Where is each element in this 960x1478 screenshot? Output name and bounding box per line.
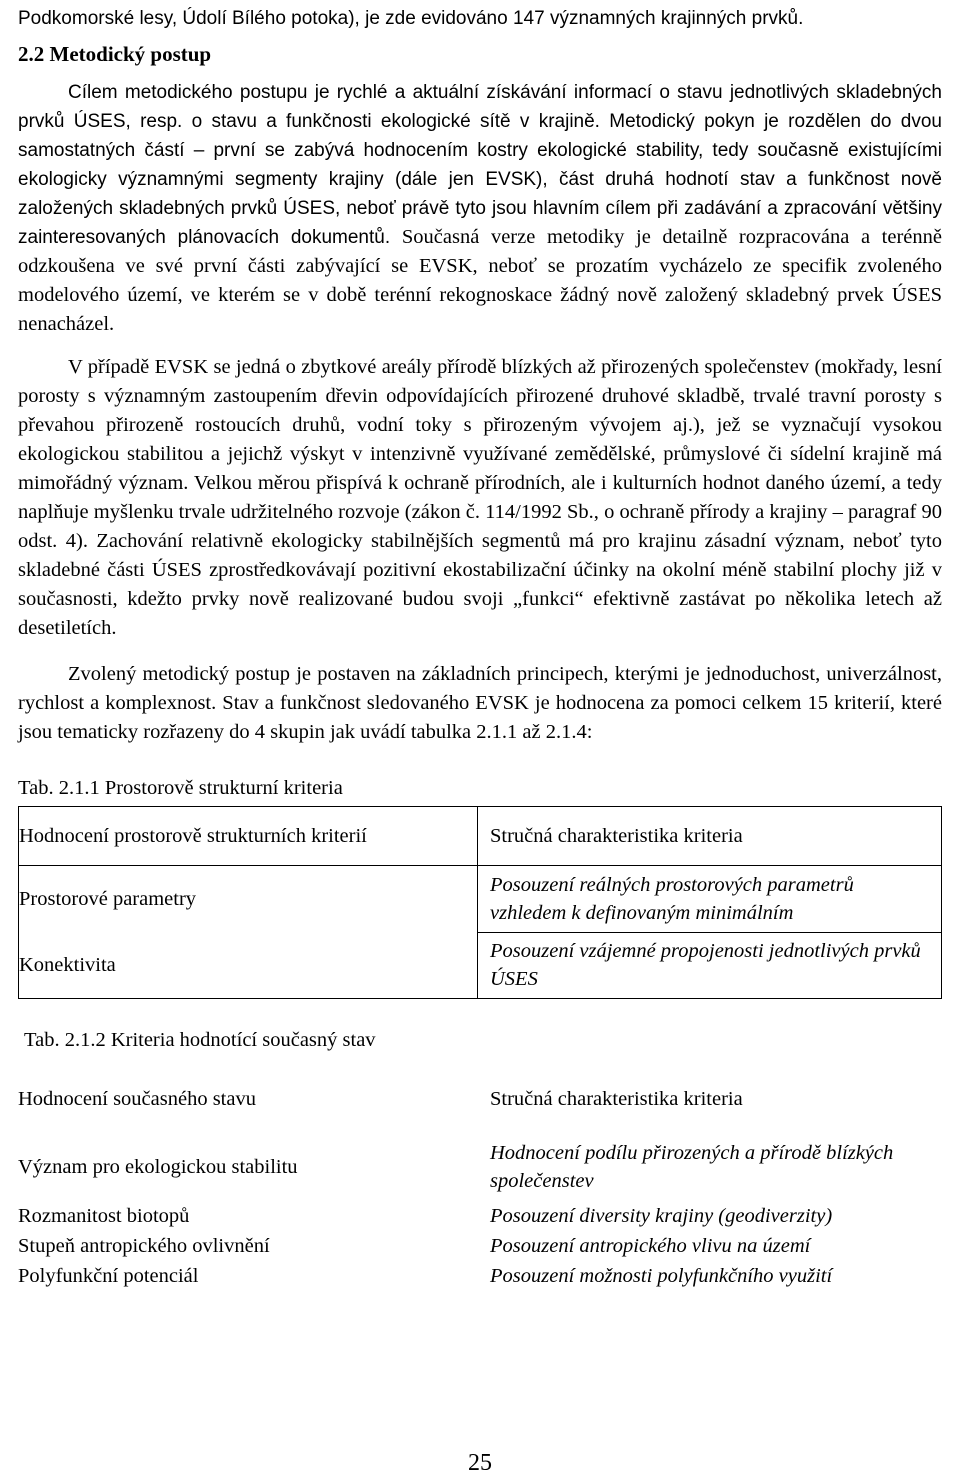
table-row	[18, 1231, 942, 1261]
paragraph-evsk: V případě EVSK se jedná o zbytkové areály přírodě blízkých až přirozených společenstev (mokřady, lesní porosty s významným zastoupením dřevin odpovídajících přirozené druhové skladbě, trvalé travní porosty s převahou přirozeně rostoucích druhů, vodní toky s přirozeným vývojem aj.), jež se vyznačují vysokou ekologickou stabilitou a jejichž výskyt v intenzivně využívané zemědělské, průmyslové či sídelní krajině má mimořádný význam. Velkou měrou přispívá k ochraně přírodních, ale i kulturních hodnot daného území, a tedy naplňuje myšlenku trvale udržitelného rozvoje (zákon č. 114/1992 Sb., o ochraně přírody a krajiny – paragraf 90 odst. 4). Zachování relativně ekologicky stabilnějších segmentů má pro krajinu zásadní význam, neboť tyto skladebné části ÚSES zprostředkovávají pozitivní ekostabilizační účinky na okolní méně stabilní plochy již v současnosti, kdežto prvky nově realizované budou svoji „funkci“ efektivně zastávat po několika letech až desetiletích.	[18, 356, 942, 639]
table-row	[18, 1261, 942, 1291]
table2-cell	[490, 1261, 942, 1291]
table2-header-cell	[18, 1071, 490, 1127]
table1-cell	[19, 866, 478, 933]
paragraph-method-1	[18, 78, 942, 339]
table2-cell-text: Hodnocení podílu přirozených a přírodě blízkých společenstev	[490, 1142, 894, 1192]
table2-cell	[18, 1261, 490, 1291]
table2	[18, 1071, 942, 1291]
table2-header-label: Stručná charakteristika kriteria	[490, 1088, 743, 1110]
page-number: 25	[468, 1450, 492, 1476]
table2-header-cell	[490, 1071, 942, 1127]
table1-cell-text: Posouzení reálných prostorových parametrů vzhledem k definovaným minimálním	[490, 873, 854, 924]
paragraph-principles: Zvolený metodický postup je postaven na základních principech, kterými je jednoduchost, univerzálnost, rychlost a komplexnost. Stav a funkčnost sledovaného EVSK je hodnocena za pomoci celkem 15 kriterií, které jsou tematicky rozřazeny do 4 skupin jak uvádí tabulka 2.1.1 až 2.1.4:	[18, 663, 942, 743]
table2-block	[18, 1027, 942, 1291]
table1-header-row	[19, 807, 942, 866]
table-row	[19, 866, 942, 933]
table2-cell-text: Rozmanitost biotopů	[18, 1205, 190, 1227]
table2-header-label: Hodnocení současného stavu	[18, 1088, 256, 1110]
table2-cell-text: Stupeň antropického ovlivnění	[18, 1235, 270, 1257]
table-row	[18, 1201, 942, 1231]
table2-cell	[490, 1201, 942, 1231]
table1-caption: Tab. 2.1.1 Prostorově strukturní kriteria	[18, 777, 343, 799]
table1-header-cell	[19, 807, 478, 866]
table1-block	[18, 775, 942, 999]
table1-cell	[478, 932, 942, 999]
table1-header-cell	[478, 807, 942, 866]
table2-cell-text: Význam pro ekologickou stabilitu	[18, 1156, 298, 1178]
table2-cell	[18, 1201, 490, 1231]
table1-cell-text: Konektivita	[19, 954, 116, 976]
document-page	[18, 4, 942, 1291]
table2-header-row	[18, 1071, 942, 1127]
table2-cell	[18, 1231, 490, 1261]
table2-cell	[490, 1127, 942, 1201]
table1-cell	[19, 932, 478, 999]
table-row	[19, 932, 942, 999]
table1-header-label: Hodnocení prostorově strukturních kriterií	[19, 825, 367, 847]
table-row	[18, 1127, 942, 1201]
table1-cell-text: Posouzení vzájemné propojenosti jednotlivých prvků ÚSES	[490, 940, 921, 991]
table2-cell-text: Polyfunkční potenciál	[18, 1265, 199, 1287]
table2-caption: Tab. 2.1.2 Kriteria hodnotící současný stav	[24, 1029, 376, 1051]
table2-cell-text: Posouzení diversity krajiny (geodiverzity)	[490, 1205, 833, 1227]
table2-cell	[18, 1127, 490, 1201]
table1-cell	[478, 866, 942, 933]
table1-header-label: Stručná charakteristika kriteria	[490, 825, 743, 847]
table2-cell-text: Posouzení možnosti polyfunkčního využití	[490, 1265, 833, 1287]
paragraph-method-1b: Současná verze metodiky je detailně rozpracována a terénně odzkoušena ve své první části zabývající se EVSK, neboť se prozatím vycházelo ze specifik zvoleného modelového území, ve kterém se v době terénní rekognoskace žádný nově založený skladebný prvek ÚSES nenacházel.	[18, 226, 942, 335]
paragraph-method-1a: Cílem metodického postupu je rychlé a aktuální získávání informací o stavu jednotlivých skladebných prvků ÚSES, resp. o stavu a funkčnosti ekologické sítě v krajině. Metodický pokyn je rozdělen do dvou samostatných částí – první se zabývá hodnocením kostry ekologické stability, tedy současně existujícími ekologicky významnými segmenty krajiny (dále jen EVSK), část druhá hodnotí stav a funkčnost nově založených skladebných prvků ÚSES, neboť právě tyto jsou hlavním cílem při zadávání a zpracování většiny zainteresovaných plánovacích dokumentů.	[18, 82, 942, 248]
section-heading: 2.2 Metodický postup	[18, 42, 212, 66]
table1	[18, 806, 942, 999]
paragraph-intro: Podkomorské lesy, Údolí Bílého potoka), je zde evidováno 147 významných krajinných prvků.	[18, 8, 804, 29]
table1-cell-text: Prostorové parametry	[19, 888, 197, 910]
table2-cell	[490, 1231, 942, 1261]
table2-cell-text: Posouzení antropického vlivu na území	[490, 1235, 811, 1257]
